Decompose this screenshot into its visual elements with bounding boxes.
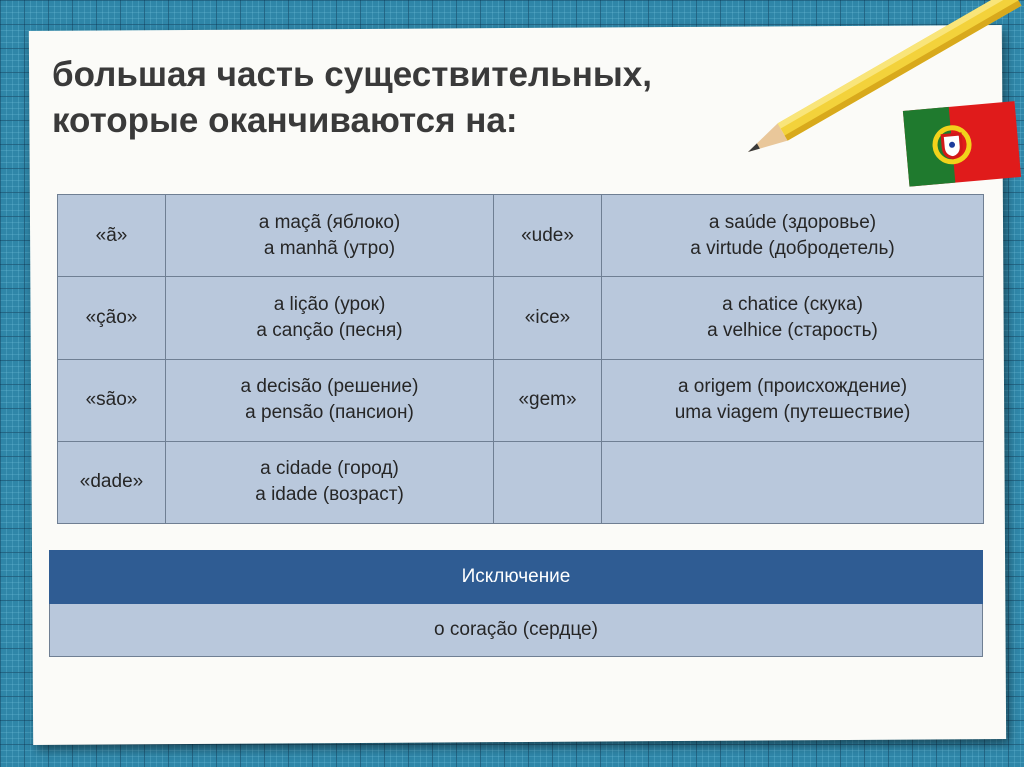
page-title [52,52,772,144]
portugal-flag-icon [898,96,1024,192]
ending-cell: «ã» [58,195,166,277]
example-line: a decisão (решение) [240,376,419,398]
table-row [58,277,984,359]
ending-cell: «são» [58,359,166,441]
ending-cell: «ice» [494,277,602,359]
example-line: a idade (возраст) [255,484,404,506]
title-line-2: которые оканчиваются на: [52,101,518,140]
example-cell [166,441,494,523]
example-cell [166,195,494,277]
example-cell [602,359,984,441]
example-line: a lição (урок) [273,293,386,315]
example-line: a origem (происхождение) [677,376,908,398]
ending-cell [494,441,602,523]
ending-cell: «ção» [58,277,166,359]
exception-table [49,550,983,657]
table-row [58,441,984,523]
example-cell [602,441,984,523]
example-line: a maçã (яблоко) [258,211,401,233]
exception-header: Исключение [50,551,983,604]
example-cell [166,277,494,359]
example-line: a virtude (добродетель) [690,237,895,259]
example-cell [166,359,494,441]
example-line: a pensão (пансион) [245,402,414,424]
title-line-1: большая часть существительных, [52,55,652,94]
example-line: a velhice (старость) [707,319,878,341]
example-line: a cidade (город) [260,458,399,480]
ending-cell: «ude» [494,195,602,277]
exception-value: o coração (сердце) [50,604,983,657]
noun-endings-table [57,194,984,524]
table-row [58,359,984,441]
example-cell [602,195,984,277]
example-line: a saúde (здоровье) [708,211,877,233]
table-row [58,195,984,277]
example-line: a chatice (скука) [722,293,863,315]
example-line: a canção (песня) [256,319,403,341]
ending-cell: «gem» [494,359,602,441]
ending-cell: «dade» [58,441,166,523]
example-cell [602,277,984,359]
example-line: uma viagem (путешествие) [674,402,911,424]
example-line: a manhã (утро) [263,237,396,259]
